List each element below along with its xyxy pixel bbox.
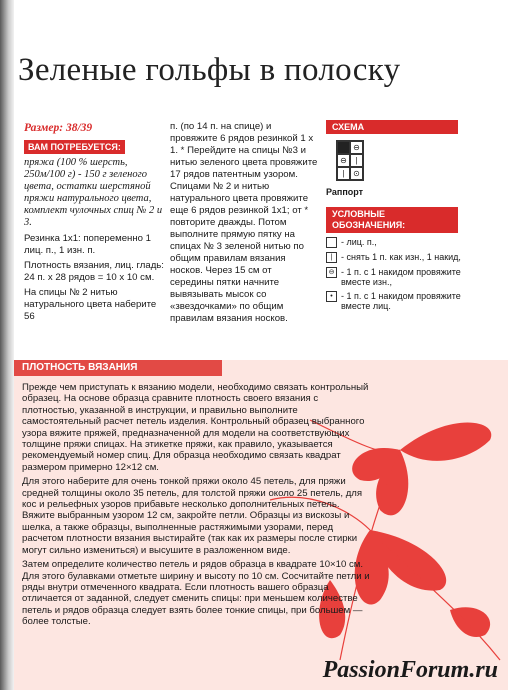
schema-column	[326, 120, 476, 311]
instructions-column	[170, 121, 318, 328]
panel-paragraph: Для этого наберите для очень тонкой пряжи около 45 петель, для пряжи средней толщины около 35 петель, для толстой пряжи около 25 петель, для кос и рельефных узоров прибавьте несколько дополнительных петель. Вяжите выбранным узором 12 см, закройте петли. Образцы из вискозы и шелка, а также образцы, выполненные растяжимыми узорами, перед расчетом плотности вязания выстирайте (так как их размеры после стирки могут сильно измениться) и высушите в разложенном виде.	[22, 476, 363, 556]
materials-text: пряжа (100 % шерсть, 250м/100 г) - 150 г зеленого цвета, остатки шерстяной пряжи натурального цвета, комплект чулочных спиц № 2 и 3.	[24, 157, 163, 228]
panel-paragraph: Затем определите количество петель и рядов образца в квадрате 10×10 см. Для этого булавками отметьте ширину и высоту по 10 см. Сосчитайте петли и ряды внутри отмеченного квадрата. Если плотность вашего образца отличается от заданной, следует сменить спицы: при меньшем количестве петель и рядов образца следует взять более тонкие спицы, при большем — более толстые.	[22, 559, 370, 628]
density-panel-text	[22, 382, 372, 631]
legend-item: • - 1 п. с 1 накидом провяжите вместе лиц.	[326, 291, 476, 311]
page-spine	[0, 0, 14, 690]
knit-together-icon: •	[326, 291, 337, 302]
schema-cell	[337, 141, 350, 154]
legend-item: | - снять 1 п. как изн., 1 накид,	[326, 252, 476, 263]
panel-paragraph: Прежде чем приступать к вязанию модели, необходимо связать контрольный образец. На основе образца сравните плотность своего вязания с плотностью, указанной в инструкции, и правильно выполните самостоятельный расчет петель изделия. Контрольный образец выбранного узора вяжите пряжей, предназначенной для модели на соответствующих толщине пряжи спицах. На этикетке пряжи, как правило, указывается рекомендуемый номер спиц. Для образца необходимо связать квадрат размером примерно 12×12 см.	[22, 382, 369, 473]
legend-heading: УСЛОВНЫЕ ОБОЗНАЧЕНИЯ:	[326, 207, 458, 233]
schema-cell: ⊖	[350, 141, 363, 154]
schema-heading: СХЕМА	[326, 120, 458, 134]
rib-text: Резинка 1х1: попеременно 1 лиц. п., 1 изн. п.	[24, 233, 151, 256]
density-text: Плотность вязания, лиц. гладь: 24 п. х 28 рядов = 10 х 10 см.	[24, 260, 164, 283]
schema-cell: |	[350, 154, 363, 167]
purl-together-icon: ⊖	[326, 267, 337, 278]
slip-stitch-icon: |	[326, 252, 337, 263]
instructions-text: п. (по 14 п. на спице) и провяжите 6 рядов резинкой 1 х 1. * Перейдите на спицы №3 и нитью зеленого цвета провяжите 17 рядов патентным узором. Спицами № 2 и нитью натурального цвета провяжите еще 6 рядов резинкой 1х1; от * повторите дважды. Потом выполните прямую пятку на спицах № 3 зеленой нитью по общим правилам вязания носков. Через 15 см от середины пятки начните вывязывать мысок со «звездочками» по общим правилам вязания носков.	[170, 121, 318, 324]
schema-cell: ⊖	[337, 154, 350, 167]
materials-heading: ВАМ ПОТРЕБУЕТСЯ:	[24, 140, 125, 154]
legend-item: ⊖ - 1 п. с 1 накидом провяжите вместе изн.,	[326, 267, 476, 287]
page-title: Зеленые гольфы в полоску	[18, 52, 401, 88]
knit-stitch-icon	[326, 237, 337, 248]
schema-cell: ⊙	[350, 167, 363, 180]
start-text: На спицы № 2 нитью натурального цвета наберите 56	[24, 287, 157, 322]
density-panel-heading: ПЛОТНОСТЬ ВЯЗАНИЯ	[14, 360, 222, 376]
schema-cell: |	[337, 167, 350, 180]
size-label: Размер: 38/39	[24, 122, 93, 134]
schema-grid	[336, 140, 364, 181]
watermark: PassionForum.ru	[322, 657, 498, 683]
materials-column	[24, 122, 164, 326]
raport-label: Раппорт	[326, 187, 364, 197]
legend-item: - лиц. п.,	[326, 237, 476, 248]
